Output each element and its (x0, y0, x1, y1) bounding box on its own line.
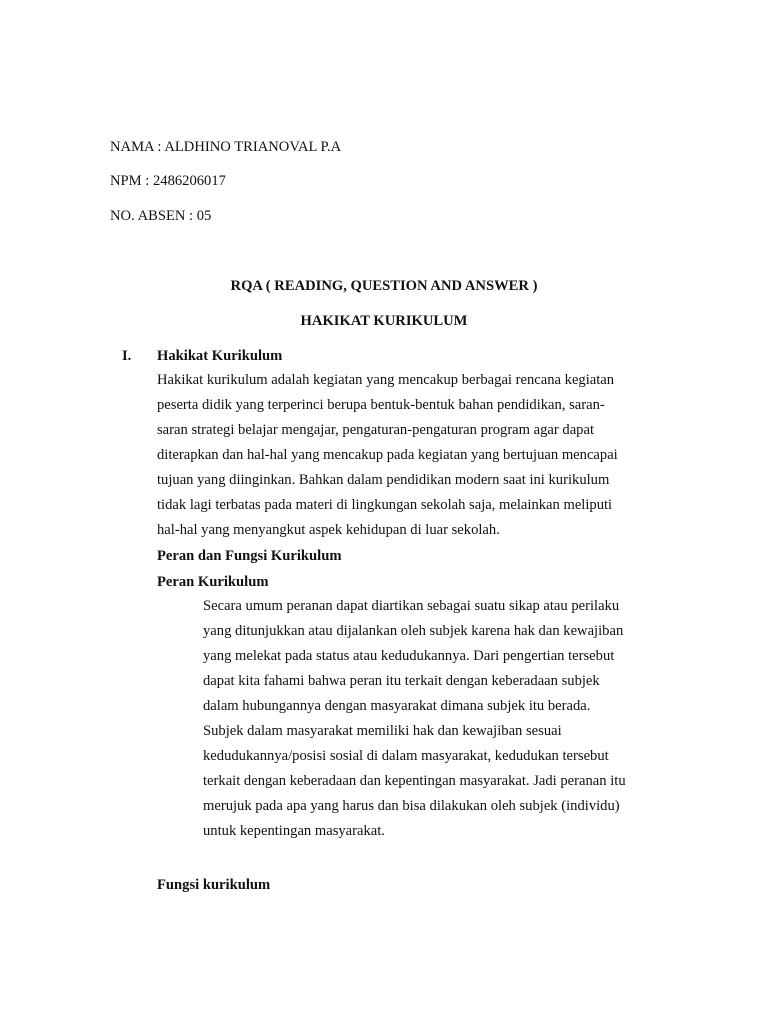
paragraph-line: dalam hubungannya dengan masyarakat dimana subjek itu berada. (203, 698, 591, 714)
paragraph-line: terkait dengan keberadaan dan kepentingan masyarakat. Jadi peranan itu (203, 773, 626, 789)
peran-paragraph (203, 594, 626, 844)
paragraph-line: kedudukannya/posisi sosial di dalam masyarakat, kedudukan tersebut (203, 748, 609, 764)
section-heading-peran-fungsi: Peran dan Fungsi Kurikulum (157, 548, 342, 564)
paragraph-line: Subjek dalam masyarakat memiliki hak dan kewajiban sesuai (203, 723, 562, 739)
paragraph-line: yang ditunjukkan atau dijalankan oleh subjek karena hak dan kewajiban (203, 623, 624, 639)
paragraph-line: diterapkan dan hal-hal yang mencakup pada kegiatan yang bertujuan mencapai (157, 447, 618, 463)
paragraph-line: merujuk pada apa yang harus dan bisa dilakukan oleh subjek (individu) (203, 798, 620, 814)
student-name: NAMA : ALDHINO TRIANOVAL P.A (110, 139, 342, 155)
paragraph-line: tujuan yang diinginkan. Bahkan dalam pendidikan modern saat ini kurikulum (157, 472, 610, 488)
paragraph-line: hal-hal yang menyangkut aspek kehidupan di luar sekolah. (157, 522, 500, 538)
document-subtitle: HAKIKAT KURIKULUM (300, 313, 468, 329)
paragraph-line: yang melekat pada status atau kedudukannya. Dari pengertian tersebut (203, 648, 615, 664)
paragraph-line: dapat kita fahami bahwa peran itu terkait dengan keberadaan subjek (203, 673, 600, 689)
sub-heading-fungsi: Fungsi kurikulum (157, 877, 271, 893)
section-number: I. (122, 348, 132, 364)
student-absen: NO. ABSEN : 05 (110, 208, 212, 224)
paragraph-line: Secara umum peranan dapat diartikan sebagai suatu sikap atau perilaku (203, 598, 620, 614)
paragraph-line: untuk kepentingan masyarakat. (203, 823, 385, 839)
document-title: RQA ( READING, QUESTION AND ANSWER ) (230, 278, 538, 294)
sub-heading-peran: Peran Kurikulum (157, 574, 269, 590)
paragraph-line: tidak lagi terbatas pada materi di lingkungan sekolah saja, melainkan meliputi (157, 497, 613, 513)
paragraph-line: Hakikat kurikulum adalah kegiatan yang mencakup berbagai rencana kegiatan (157, 372, 615, 388)
paragraph-line: peserta didik yang terperinci berupa bentuk-bentuk bahan pendidikan, saran- (157, 397, 605, 413)
paragraph-line: saran strategi belajar mengajar, pengaturan-pengaturan program agar dapat (157, 422, 595, 438)
section-heading-hakikat: Hakikat Kurikulum (157, 348, 283, 364)
hakikat-paragraph (157, 368, 618, 543)
student-npm: NPM : 2486206017 (110, 173, 226, 189)
